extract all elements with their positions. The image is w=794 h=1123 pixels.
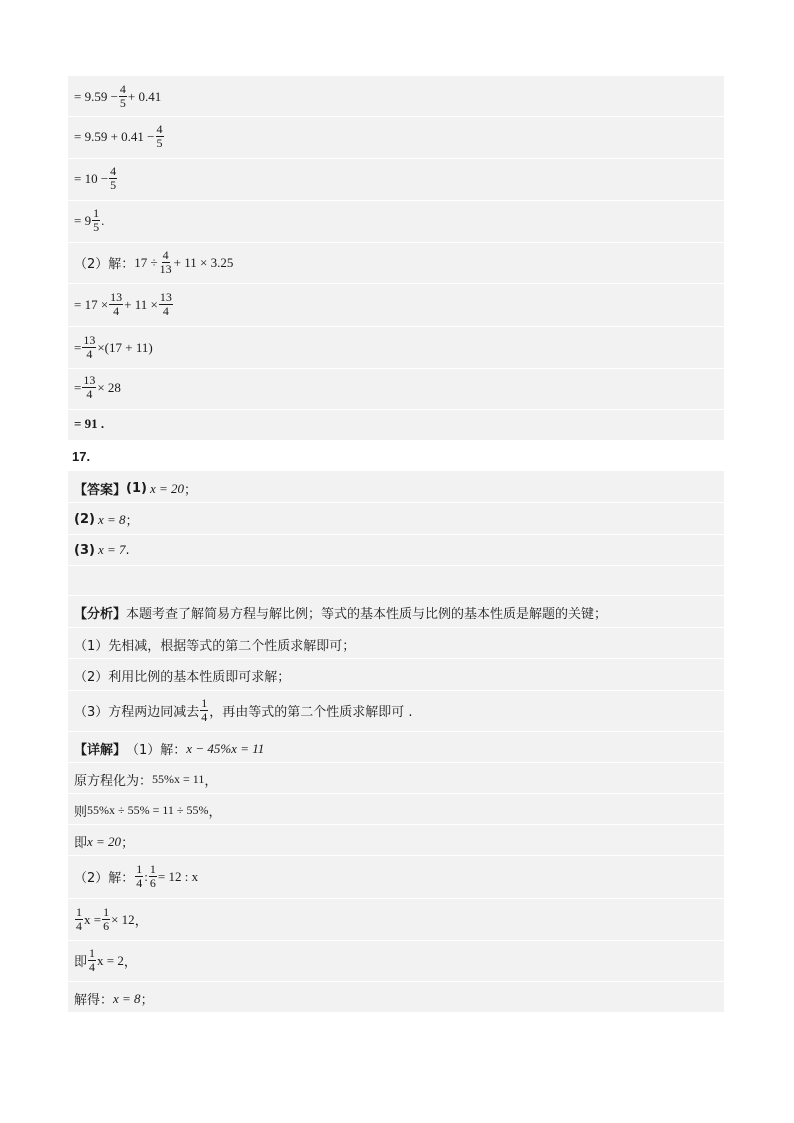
answer-line-3	[68, 535, 724, 566]
expr-text: ×(17 + 11)	[97, 339, 153, 355]
step-label: 即	[74, 836, 88, 851]
detail-tag: 【详解】	[74, 743, 127, 758]
solution-line	[68, 117, 724, 159]
expr-text: 55%x ÷ 55% = 11 ÷ 55%	[87, 803, 209, 817]
expr-text: = 9.59 −	[74, 88, 118, 104]
step-label: 解得：	[74, 993, 114, 1008]
part-label: (1)	[126, 481, 147, 496]
fraction: $\frac{1}{6}$	[103, 905, 110, 933]
expr-text: = 12 : x	[157, 868, 199, 884]
detail-line-1	[68, 732, 724, 763]
analysis-point-1	[68, 628, 724, 659]
analysis-text: （3）方程两边同减去	[74, 705, 200, 720]
expr-text: x =	[84, 911, 102, 927]
detail-line-5	[68, 856, 724, 899]
analysis-point-2	[68, 659, 724, 691]
expr-text: = 10 −	[74, 170, 109, 186]
expr-text: x = 2	[97, 952, 124, 968]
solution-line	[68, 284, 724, 327]
expr-text: 17 ÷	[134, 254, 158, 270]
expr-text: + 11 ×	[124, 296, 158, 312]
expr-text: =	[74, 379, 82, 395]
analysis-tag: 【分析】	[74, 607, 127, 622]
expr-text: .	[101, 212, 105, 228]
expr-text: = 9.59 + 0.41 −	[74, 128, 155, 144]
part-label: (3)	[74, 542, 95, 558]
fraction: $\frac{4}{5}$	[156, 122, 163, 150]
expr-text: = 17 ×	[74, 296, 109, 312]
punct: ，	[208, 805, 222, 820]
analysis-text: （2）利用比例的基本性质即可求解；	[74, 670, 291, 685]
detail-line-3	[68, 794, 724, 825]
expr-text: x = 20	[149, 480, 184, 496]
analysis-text: 本题考查了解简易方程与解比例；等式的基本性质与比例的基本性质是解题的关键；	[126, 607, 608, 622]
step-label: （2）解：	[74, 257, 135, 272]
fraction: $\frac{13}{4}$	[83, 373, 96, 401]
punct: ，	[134, 914, 148, 929]
expr-text: × 12	[111, 911, 135, 927]
fraction: $\frac{1}{4}$	[76, 905, 82, 933]
step-label: 则	[74, 805, 88, 820]
punct: ，	[204, 774, 218, 789]
solution-line	[68, 369, 724, 410]
analysis-line	[68, 596, 724, 628]
detail-line-7	[68, 941, 724, 982]
expr-text: + 0.41	[127, 88, 162, 104]
detail-line-4	[68, 825, 724, 856]
fraction: $\frac{4}{13}$	[159, 248, 172, 276]
fraction: $\frac{1}{6}$	[149, 862, 156, 890]
punct: ；	[125, 514, 139, 529]
punct: .	[125, 542, 130, 558]
expr-text: =	[74, 339, 82, 355]
step-label: （2）解：	[74, 871, 135, 886]
expr-text: 55%x = 11	[152, 772, 205, 786]
solution-line	[68, 159, 724, 201]
part-label: (2)	[74, 512, 95, 527]
fraction: $\frac{1}{4}$	[201, 696, 208, 724]
fraction: $\frac{13}{4}$	[159, 290, 172, 318]
fraction: $\frac{4}{5}$	[110, 164, 117, 192]
expr-text: :	[144, 868, 148, 884]
punct: ；	[140, 993, 154, 1008]
fraction: $\frac{13}{4}$	[83, 333, 96, 361]
step-label: 原方程化为：	[74, 774, 153, 789]
answer-tag: 【答案】	[74, 483, 127, 498]
fraction: $\frac{1}{4}$	[136, 862, 143, 890]
punct: ，	[123, 955, 137, 970]
analysis-text: （1）先相减，根据等式的第二个性质求解即可；	[74, 639, 356, 654]
fraction: $\frac{4}{5}$	[119, 82, 126, 110]
fraction: $\frac{13}{4}$	[110, 290, 123, 318]
solution-line	[68, 201, 724, 243]
solution-line	[68, 327, 724, 369]
solution-block-17	[68, 471, 724, 1012]
detail-line-2	[68, 763, 724, 794]
answer-line-1	[68, 471, 724, 503]
detail-line-6	[68, 899, 724, 941]
expr-text: x = 8	[113, 990, 141, 1006]
analysis-point-3	[68, 691, 724, 732]
solution-block-16	[68, 76, 724, 440]
expr-text: = 91 .	[74, 416, 105, 431]
question-number: 17.	[72, 449, 91, 464]
analysis-text: ，再由等式的第二个性质求解即可 .	[209, 705, 413, 720]
expr-text: x = 8	[97, 511, 126, 527]
fraction: $\frac{1}{4}$	[89, 946, 96, 974]
step-label: （1）解：	[126, 743, 187, 758]
solution-line	[68, 243, 724, 284]
expr-text: x = 7	[97, 542, 126, 557]
solution-line	[68, 76, 724, 117]
detail-line-8	[68, 982, 724, 1012]
fraction: $\frac{1}{5}$	[93, 206, 100, 234]
punct: ；	[184, 483, 198, 498]
punct: ；	[121, 836, 135, 851]
expr-text: = 9	[74, 212, 92, 228]
blank-line	[68, 566, 724, 596]
solution-line	[68, 410, 724, 440]
expr-text: x = 20	[87, 833, 122, 849]
answer-line-2	[68, 503, 724, 535]
step-label: 即	[74, 955, 88, 970]
expr-text: × 28	[97, 379, 121, 395]
expr-text: x − 45%x = 11	[186, 740, 265, 756]
expr-text: + 11 × 3.25	[173, 254, 234, 270]
